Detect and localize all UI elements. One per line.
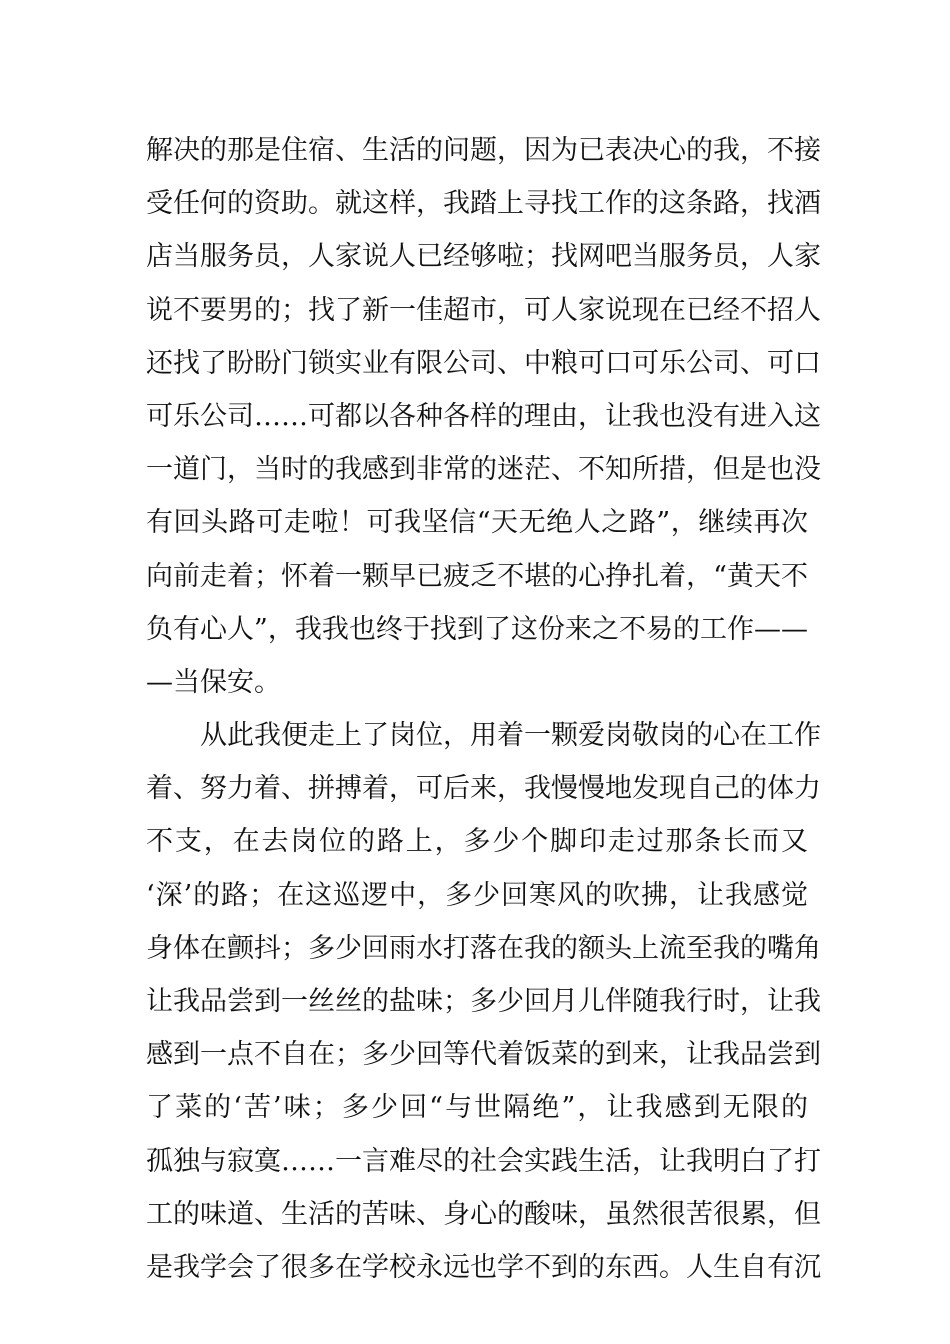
text-line: 一道门，当时的我感到非常的迷茫、不知所措，但是也没 (146, 454, 821, 486)
text-line: 解决的那是住宿、生活的问题，因为已表决心的我，不接 (146, 135, 821, 166)
text-line: 感到一点不自在；多少回等代着饭菜的到来，让我品尝到 (146, 1039, 821, 1071)
text-line: 店当服务员，人家说人已经够啦；找网吧当服务员，人家 (146, 241, 821, 273)
text-line: ‘深’的路；在这巡逻中，多少回寒风的吹拂，让我感觉 (146, 879, 808, 911)
text-line: 孤独与寂寞……一言难尽的社会实践生活，让我明白了打 (146, 1145, 821, 1177)
text-line: 向前走着；怀着一颗早已疲乏不堪的心挣扎着，“黄天不 (146, 560, 808, 592)
text-line: 受任何的资助。就这样，我踏上寻找工作的这条路，找酒 (146, 188, 821, 220)
text-line: 身体在颤抖；多少回雨水打落在我的额头上流至我的嘴角 (146, 932, 821, 964)
text-line: —当保安。 (146, 666, 281, 698)
text-line: 工的味道、生活的苦味、身心的酸味，虽然很苦很累，但 (146, 1198, 821, 1230)
text-line: 负有心人”，我我也终于找到了这份来之不易的工作—— (146, 613, 808, 645)
text-line: 着、努力着、拼搏着，可后来，我慢慢地发现自己的体力 (146, 773, 821, 805)
text-line: 让我品尝到一丝丝的盐味；多少回月儿伴随我行时，让我 (146, 986, 821, 1017)
text-line: 从此我便走上了岗位，用着一颗爱岗敬岗的心在工作 (200, 720, 821, 752)
text-line: 说不要男的；找了新一佳超市，可人家说现在已经不招人 (146, 294, 821, 326)
text-line: 不支，在去岗位的路上，多少个脚印走过那条长而又 (146, 826, 808, 858)
text-line: 可乐公司……可都以各种各样的理由，让我也没有进入这 (146, 400, 821, 432)
text-line: 还找了盼盼门锁实业有限公司、中粮可口可乐公司、可口 (146, 347, 821, 379)
text-line: 了菜的‘苦’味；多少回“与世隔绝”，让我感到无限的 (146, 1092, 808, 1124)
text-line: 有回头路可走啦！可我坚信“天无绝人之路”，继续再次 (146, 507, 808, 539)
paragraph (146, 124, 821, 709)
paragraph (146, 709, 821, 1294)
text-line: 是我学会了很多在学校永远也学不到的东西。人生自有沉 (146, 1251, 821, 1283)
body-text (146, 124, 821, 1294)
